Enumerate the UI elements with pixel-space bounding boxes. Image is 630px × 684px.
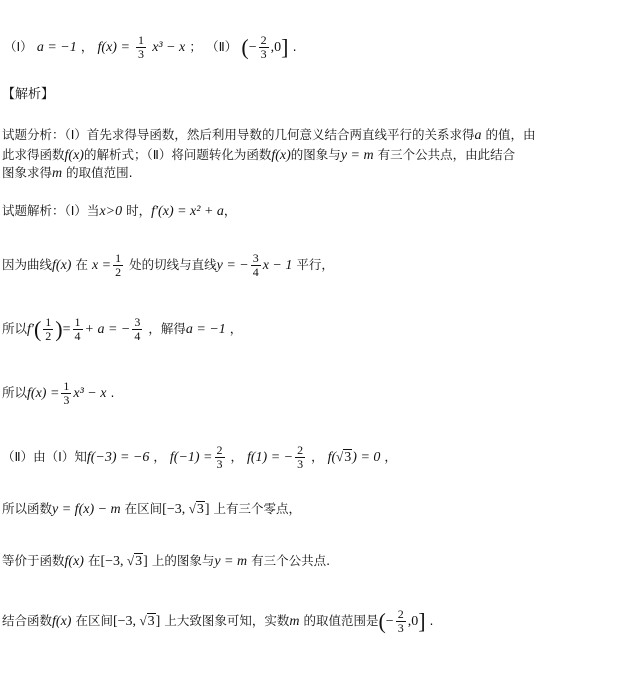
interval-pre: [−3, [100,554,128,569]
f-expr-pre: f(x) = [97,40,130,55]
line-pre: y = − [216,258,249,273]
x-eq: x = [91,258,112,273]
comma: ， [80,39,94,54]
frac-num: 3 [134,315,141,329]
sep: ， [311,449,324,464]
text: 的取值范围. [66,165,133,180]
var-a: a [474,128,482,143]
frac-den: 2 [115,265,122,279]
solution-line-7 [2,552,330,571]
frac-num: 2 [216,443,223,457]
fraction [396,608,406,635]
fx: f(x) [271,148,291,163]
left-paren: ( [378,608,386,634]
frac-num: 1 [74,315,81,329]
right-bracket: ] [281,34,289,60]
var-m: m [52,166,63,181]
text: ， [384,449,397,464]
solution-line-4 [2,380,114,407]
sqrt-radicand: 3 [135,554,143,569]
text: 的图象与 [290,147,341,162]
text: 有三个公共点，由此结合 [377,147,516,162]
value-3-pre: f(1) = − [246,450,294,465]
text: 在区间 [124,501,163,516]
f-prime: f′ [27,322,34,337]
text: 的取值范围是 [303,613,379,628]
part1-label: （Ⅰ） [4,39,33,54]
f-expr-post: x³ − x [152,40,186,55]
fraction [251,252,261,279]
frac-num: 1 [138,33,145,47]
fraction [73,316,83,343]
right-paren: ) [55,316,63,342]
analysis-line-3 [2,164,133,183]
text: 所以函数 [2,501,53,516]
fx: f(x) [52,258,72,273]
fraction [132,316,142,343]
frac-den: 3 [397,621,404,635]
y-eq-m: y = m [214,554,248,569]
sqrt-sign: √ [139,613,147,628]
frac-num: 1 [115,251,122,265]
f-post: x³ − x [73,386,107,401]
frac-den: 4 [134,329,141,343]
fraction [259,34,269,61]
text: 结合函数 [2,613,53,628]
frac-den: 3 [63,393,70,407]
g-func: y = f(x) − m [52,502,121,517]
text: 等价于函数 [2,553,65,568]
solution-line-5 [2,444,397,471]
sep: ， [230,449,243,464]
semicolon: ； [189,39,202,54]
analysis-line-2 [2,146,515,165]
left-paren: ( [241,34,249,60]
fx: f(x) [64,554,84,569]
frac-den: 3 [260,47,267,61]
text: （Ⅱ）由（Ⅰ）知 [2,449,87,464]
text: 的解析式；（Ⅱ）将问题转化为函数 [83,147,272,162]
text: 试题解析：（Ⅰ）当 [2,203,100,218]
frac-num: 1 [45,315,52,329]
text: 图象求得 [2,165,53,180]
sqrt-radicand: 3 [147,614,155,629]
text: ， [229,321,243,336]
frac-num: 2 [297,443,304,457]
frac-num: 2 [397,607,404,621]
interval-pre: [−3, [162,502,189,517]
solution-line-3 [2,316,242,343]
text: 在区间 [75,613,113,628]
sqrt-radicand: 3 [344,450,352,465]
fraction [43,316,53,343]
part2-label: （Ⅱ） [206,39,238,54]
text: 平行， [296,257,334,272]
sqrt-radicand: 3 [196,502,204,517]
sqrt-sign: √ [336,449,344,464]
frac-den: 3 [138,47,145,61]
text: 因为曲线 [2,257,53,272]
analysis-line-1 [2,126,535,145]
fraction [61,380,71,407]
value-2-pre: f(−1) = [169,450,213,465]
right-bracket: ] [418,608,426,634]
frac-den: 3 [216,457,223,471]
fraction [295,444,305,471]
result: a = −1 [185,322,226,337]
text: ， [223,203,237,218]
solution-line-1 [2,202,236,221]
text: 所以 [2,321,28,336]
value-4-post: ) = 0 [352,450,381,465]
text: 此求得函数 [2,147,65,162]
mid-expr: + a = − [84,322,131,337]
fraction [113,252,123,279]
line-post: x − 1 [262,258,293,273]
left-paren: ( [33,316,42,342]
text: 时， [126,203,152,218]
text: ，解得 [148,321,186,336]
a-value: a = −1 [36,40,77,55]
text: . [429,613,434,628]
value-4-pre: f( [327,450,337,465]
interval-post: ] [155,614,161,629]
text: 有三个公共点. [251,553,331,568]
text: 在 [87,553,101,568]
fx: f(x) [64,148,84,163]
sqrt-sign: √ [188,501,196,516]
frac-num: 3 [252,251,259,265]
fraction [215,444,225,471]
text: 在 [75,257,88,272]
text: 上大致图象可知，实数 [164,613,290,628]
text: 试题分析：（Ⅰ）首先求得导函数，然后利用导数的几何意义结合两直线平行的关系求得 [2,127,475,142]
range-tail: ,0 [270,40,282,55]
text: 所以 [2,385,28,400]
fx: f(x) [52,614,72,629]
interval-post: ] [204,502,210,517]
interval-post: ] [143,554,148,569]
frac-den: 2 [45,329,52,343]
y-eq-m: y = m [340,148,374,163]
frac-den: 3 [297,457,304,471]
solution-line-6 [2,500,301,519]
eq: = [62,322,71,337]
frac-den: 4 [252,265,259,279]
frac-num: 1 [63,379,70,393]
derivative: f′(x) = x² + a [151,204,224,219]
sqrt-sign: √ [127,553,135,568]
period: . [292,39,297,54]
solution-line-8: 结合函数f(x) 在区间[−3, √3] 上大致图象可知，实数m 的取值范围是(− $\frac{2}{3}$ ,0] . [2,607,434,635]
text: 的值，由 [485,127,536,142]
solution-line-2 [2,252,334,279]
f-pre: f(x) = [27,386,60,401]
frac-den: 4 [74,329,81,343]
text: 上的图象与 [151,553,215,568]
sep: ， [153,449,166,464]
var-m: m [289,614,300,629]
text: 处的切线与直线 [129,257,217,272]
frac-num: 2 [260,33,267,47]
range-tail: ,0 [407,614,419,629]
analysis-header: 【解析】 [2,87,55,102]
fraction [136,34,146,61]
text: . [110,385,115,400]
text: 上有三个零点， [213,501,302,516]
interval-pre: [−3, [112,614,140,629]
condition: x>0 [99,204,123,219]
answer-line: （Ⅰ） a = −1 ， f(x) = $\frac{1}{3}$ x³ − x ； （Ⅱ） (− $\frac{2}{3}$ ,0] . [4,33,297,61]
value-1: f(−3) = −6 [86,450,150,465]
